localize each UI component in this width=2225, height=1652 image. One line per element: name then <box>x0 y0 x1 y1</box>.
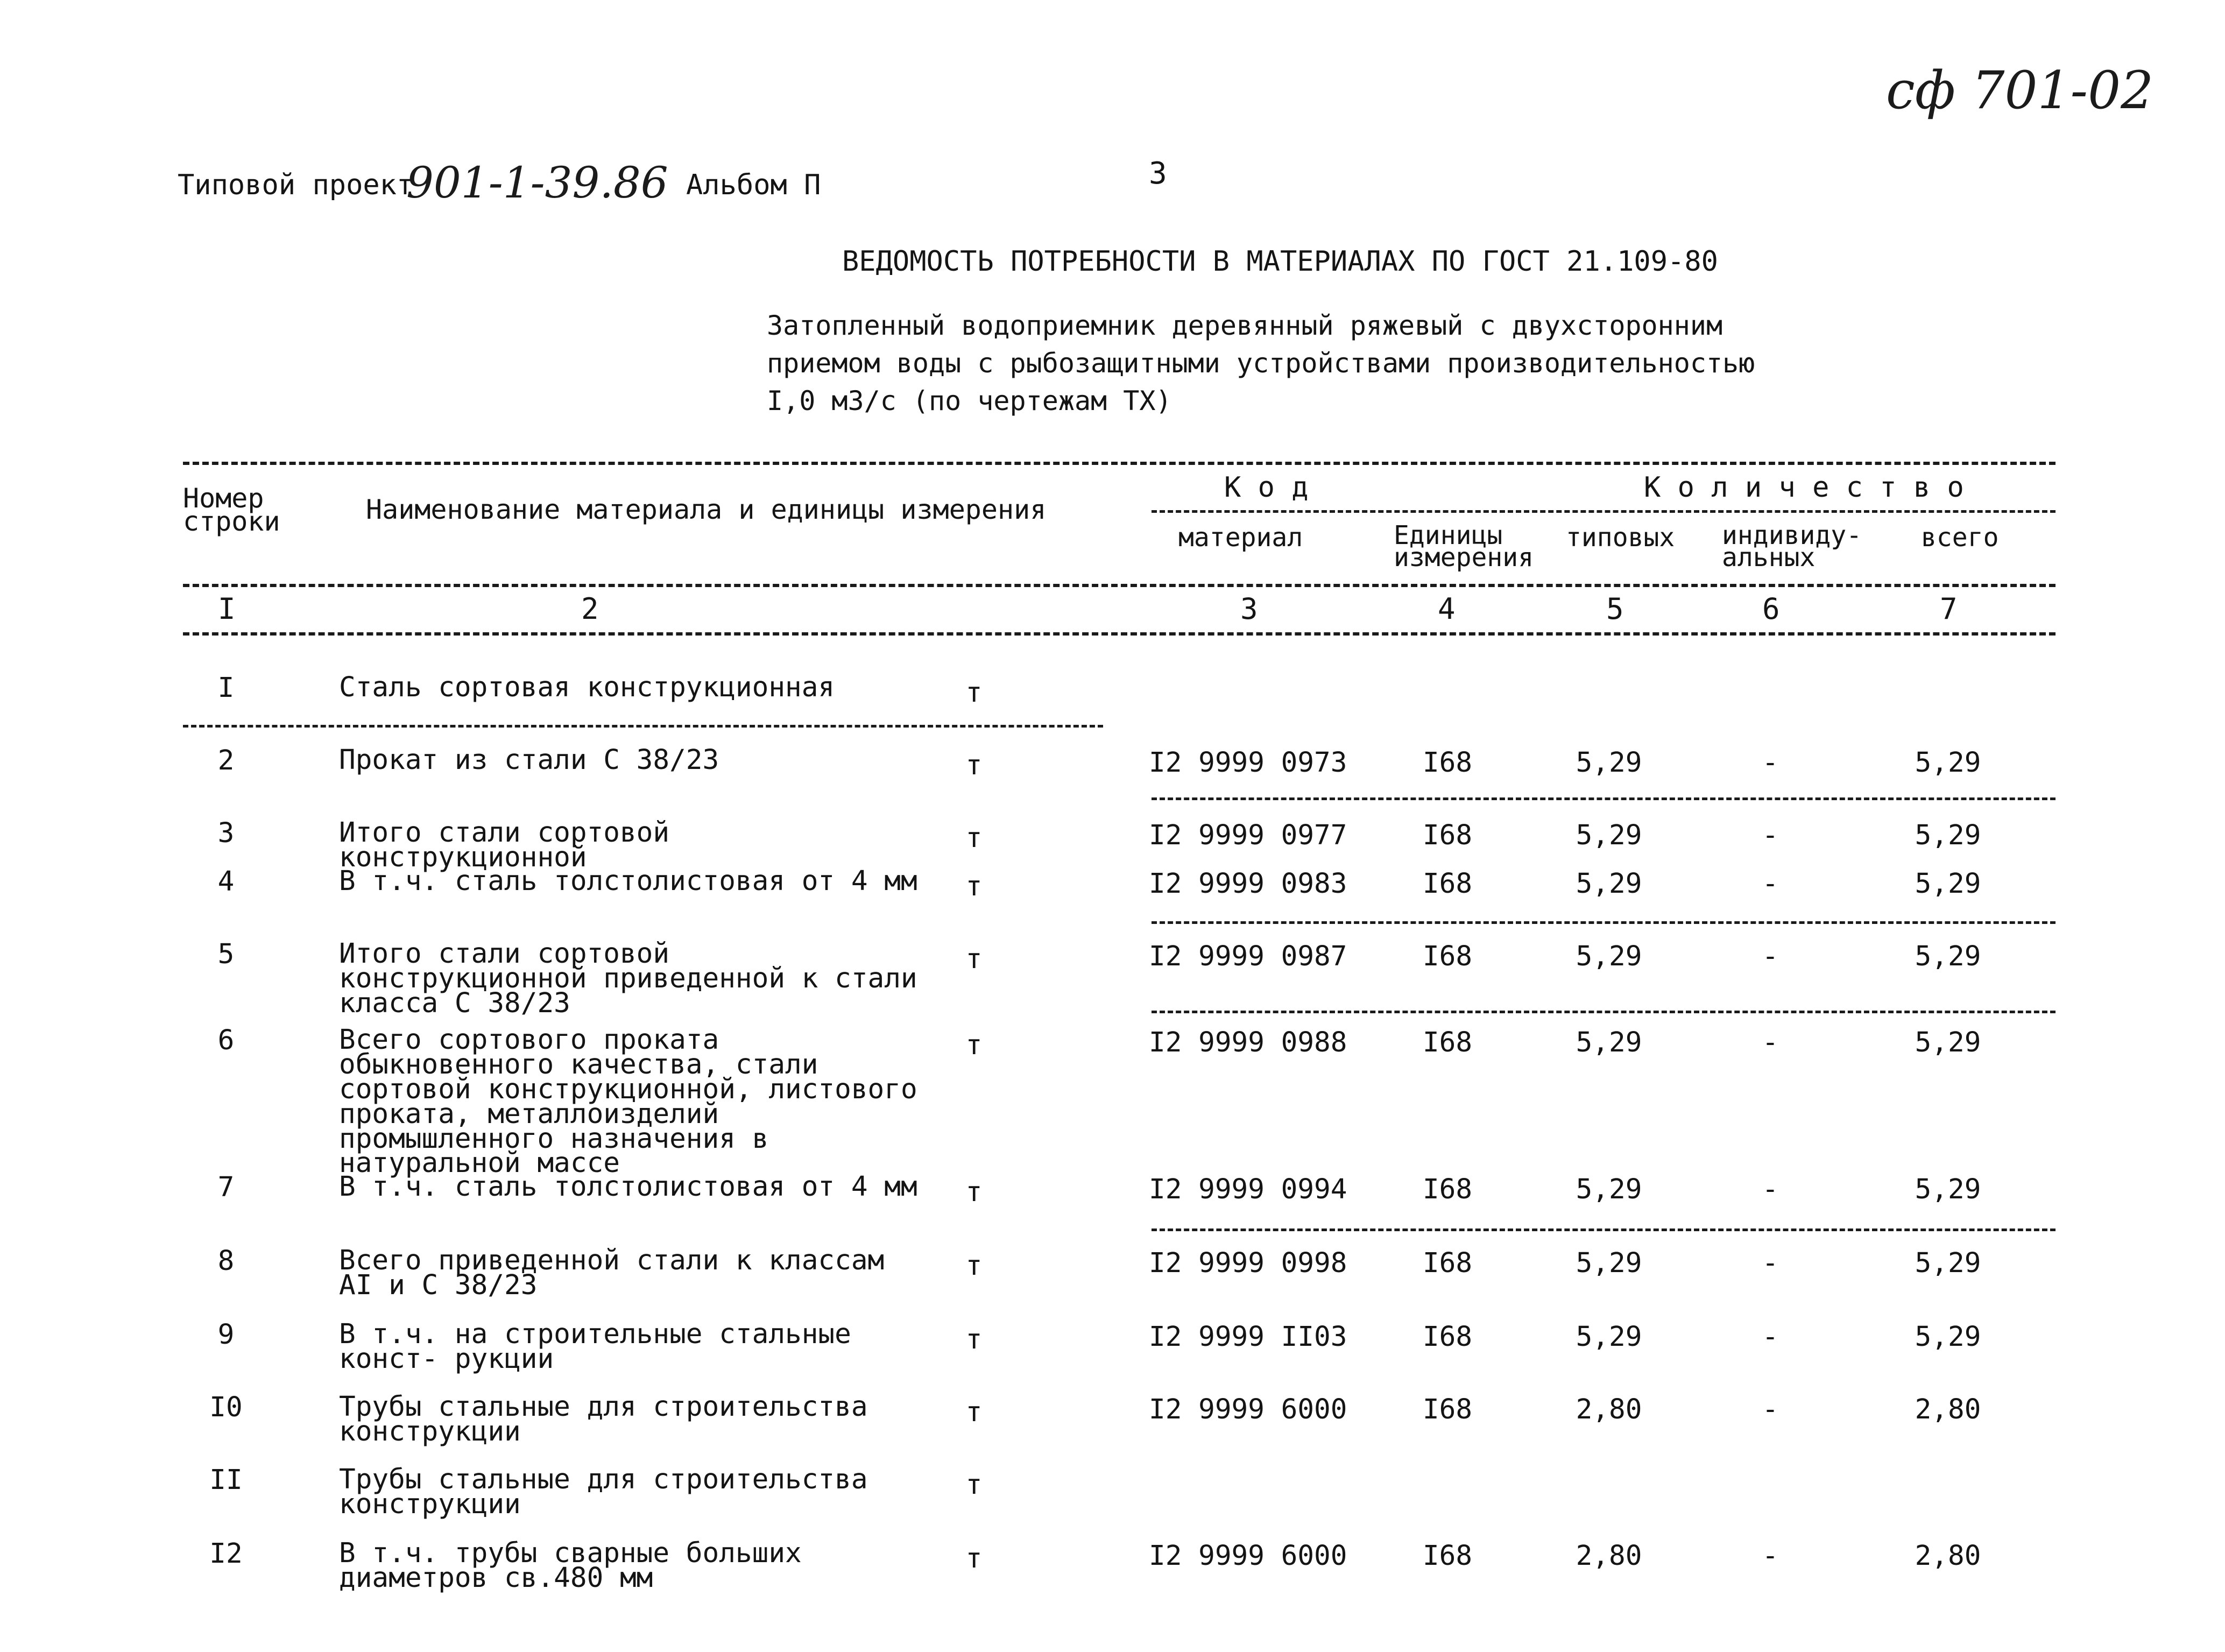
row-name: В т.ч. сталь толстолистовая от 4 мм <box>339 865 917 897</box>
row-number: 9 <box>217 1319 235 1351</box>
row-name: В т.ч. трубы сварные больших диаметров св.480 мм <box>339 1537 802 1594</box>
row-unit-code: I68 <box>1422 1174 1473 1205</box>
row-unit: т <box>965 1324 983 1356</box>
row-name: Трубы стальные для строительства конструкции <box>339 1464 868 1520</box>
col-typical-header: типовых <box>1566 523 1675 553</box>
row-individual: - <box>1762 1540 1779 1572</box>
row-typical: 5,29 <box>1576 747 1642 779</box>
row-name: Итого стали сортовой конструкционной приведенной к стали класса С 38/23 <box>339 938 917 1019</box>
row-total: 5,29 <box>1915 747 1981 779</box>
row-number: 7 <box>217 1171 235 1203</box>
row-number: 2 <box>217 745 235 776</box>
row-typical: 5,29 <box>1576 820 1642 851</box>
row-total: 2,80 <box>1915 1394 1981 1425</box>
row-typical: 5,29 <box>1576 1247 1642 1279</box>
row-number: 4 <box>217 866 235 898</box>
row-separator <box>1152 797 2056 800</box>
colnum-bottom-rule <box>183 632 2056 636</box>
row-unit: т <box>965 1176 983 1208</box>
row-material-code: I2 9999 0983 <box>1149 868 1347 900</box>
row-separator <box>1152 1011 2056 1013</box>
row-total: 5,29 <box>1915 1174 1981 1205</box>
subtitle-line-2: приемом воды с рыбозащитными устройствами производительностью <box>767 348 1755 379</box>
row-name: В т.ч. сталь толстолистовая от 4 мм <box>339 1171 917 1203</box>
row-material-code: I2 9999 0994 <box>1149 1174 1347 1205</box>
col-total-header: всего <box>1921 523 1999 553</box>
row-total: 5,29 <box>1915 1247 1981 1279</box>
row-typical: 2,80 <box>1576 1394 1642 1425</box>
row-typical: 5,29 <box>1576 1174 1642 1205</box>
project-number: 901-1-39.86 <box>406 158 668 208</box>
row-number: I0 <box>209 1392 243 1423</box>
row-number: 3 <box>217 817 235 849</box>
row-individual: - <box>1762 1247 1779 1279</box>
row-unit-code: I68 <box>1422 868 1473 900</box>
row-individual: - <box>1762 1394 1779 1425</box>
row-name: Всего приведенной стали к классам АI и С 38/23 <box>339 1245 885 1301</box>
row-name: Сталь сортовая конструкционная <box>339 672 835 703</box>
row-unit-code: I68 <box>1422 1027 1473 1058</box>
row-separator <box>183 725 1103 728</box>
row-number: II <box>209 1464 243 1496</box>
row-material-code: I2 9999 0998 <box>1149 1247 1347 1279</box>
row-total: 2,80 <box>1915 1540 1981 1572</box>
header-split-rule <box>1152 510 2056 513</box>
row-individual: - <box>1762 1321 1779 1353</box>
row-number: 8 <box>217 1245 235 1277</box>
subtitle-line-1: Затопленный водоприемник деревянный ряжевый с двухсторонним <box>767 310 1723 341</box>
row-individual: - <box>1762 747 1779 779</box>
document-title: ВЕДОМОСТЬ ПОТРЕБНОСТИ В МАТЕРИАЛАХ ПО ГОСТ 21.109-80 <box>842 245 1718 278</box>
row-total: 5,29 <box>1915 941 1981 972</box>
row-unit: т <box>965 677 983 709</box>
quantity-group-header: К о л и ч е с т в о <box>1644 471 1964 504</box>
row-number: I2 <box>209 1538 243 1570</box>
row-material-code: I2 9999 6000 <box>1149 1394 1347 1425</box>
row-individual: - <box>1762 1027 1779 1058</box>
row-material-code: I2 9999 0973 <box>1149 747 1347 779</box>
row-name: В т.ч. на строительные стальные конст- рукции <box>339 1318 851 1375</box>
row-unit: т <box>965 1469 983 1501</box>
row-number: 6 <box>217 1025 235 1056</box>
row-separator <box>1152 921 2056 924</box>
row-unit: т <box>965 943 983 975</box>
header-bottom-rule <box>183 584 2056 587</box>
col-individual-header: индивиду- альных <box>1722 520 1862 573</box>
subtitle-line-3: I,0 м3/с (по чертежам ТХ) <box>767 385 1172 416</box>
row-unit-code: I68 <box>1422 1394 1473 1425</box>
row-name: Итого стали сортовой конструкционной <box>339 817 670 873</box>
colnum-3: 3 <box>1240 592 1258 626</box>
row-material-code: I2 9999 6000 <box>1149 1540 1347 1572</box>
col-units-header: Единицы измерения <box>1394 520 1534 573</box>
row-unit: т <box>965 1250 983 1282</box>
row-material-code: I2 9999 II03 <box>1149 1321 1347 1353</box>
row-total: 5,29 <box>1915 1027 1981 1058</box>
row-unit: т <box>965 822 983 854</box>
row-name: Прокат из стали С 38/23 <box>339 744 719 776</box>
row-typical: 2,80 <box>1576 1540 1642 1572</box>
row-unit: т <box>965 1543 983 1575</box>
table-top-rule <box>183 462 2056 465</box>
row-unit-code: I68 <box>1422 1247 1473 1279</box>
col-material-header: материал <box>1178 523 1303 553</box>
row-typical: 5,29 <box>1576 941 1642 972</box>
row-total: 5,29 <box>1915 868 1981 900</box>
row-typical: 5,29 <box>1576 1027 1642 1058</box>
row-name: Трубы стальные для строительства конструкции <box>339 1391 868 1448</box>
row-individual: - <box>1762 820 1779 851</box>
row-typical: 5,29 <box>1576 868 1642 900</box>
colnum-6: 6 <box>1762 592 1780 626</box>
row-typical: 5,29 <box>1576 1321 1642 1353</box>
row-unit-code: I68 <box>1422 820 1473 851</box>
page-number: 3 <box>1149 156 1167 191</box>
project-label: Типовой проект <box>178 169 414 201</box>
colnum-5: 5 <box>1606 592 1624 626</box>
colnum-1: I <box>218 592 236 626</box>
col-row-number-header: Номер строки <box>183 483 280 537</box>
row-individual: - <box>1762 941 1779 972</box>
row-material-code: I2 9999 0987 <box>1149 941 1347 972</box>
row-individual: - <box>1762 868 1779 900</box>
row-total: 5,29 <box>1915 1321 1981 1353</box>
corner-code: сф 701-02 <box>1886 60 2154 121</box>
colnum-2: 2 <box>581 592 599 626</box>
row-name: Всего сортового проката обыкновенного качества, стали сортовой конструкционной, листового проката, металлоизделий промышленного назначения в натуральной массе <box>339 1024 917 1180</box>
row-number: 5 <box>217 938 235 970</box>
row-unit-code: I68 <box>1422 1540 1473 1572</box>
row-material-code: I2 9999 0977 <box>1149 820 1347 851</box>
album-label: Альбом П <box>686 169 821 201</box>
row-unit-code: I68 <box>1422 747 1473 779</box>
row-unit: т <box>965 1396 983 1428</box>
col-name-header: Наименование материала и единицы измерения <box>366 494 1047 525</box>
colnum-4: 4 <box>1438 592 1456 626</box>
row-unit-code: I68 <box>1422 1321 1473 1353</box>
row-unit: т <box>965 1029 983 1061</box>
row-unit: т <box>965 871 983 902</box>
colnum-7: 7 <box>1940 592 1958 626</box>
row-number: I <box>217 672 235 704</box>
row-unit-code: I68 <box>1422 941 1473 972</box>
code-group-header: К о д <box>1224 471 1309 504</box>
row-individual: - <box>1762 1174 1779 1205</box>
row-separator <box>1152 1229 2056 1231</box>
row-total: 5,29 <box>1915 820 1981 851</box>
row-material-code: I2 9999 0988 <box>1149 1027 1347 1058</box>
row-unit: т <box>965 750 983 781</box>
